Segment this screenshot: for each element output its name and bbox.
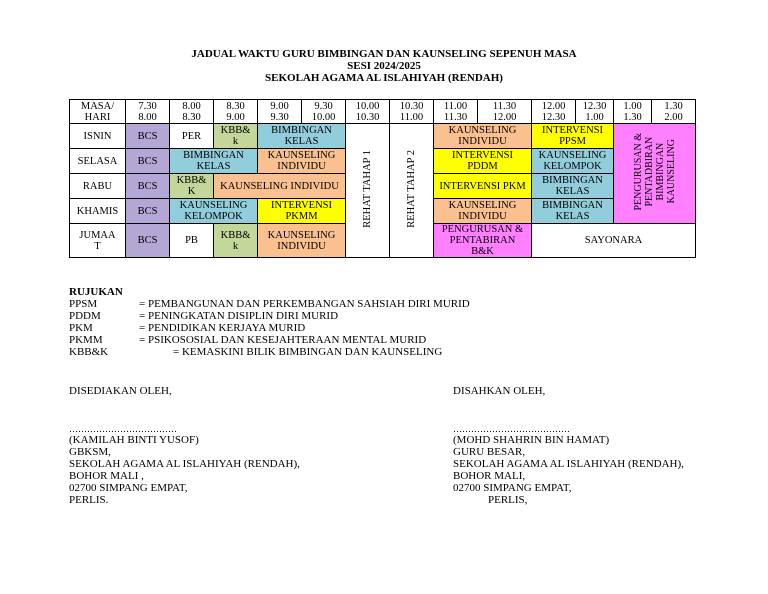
rujukan-def: = KEMASKINI BILIK BIMBINGAN DAN KAUNSELING [173, 346, 443, 358]
kaunseling-kelompok-cell: KAUNSELING KELOMPOK [532, 149, 614, 174]
approver-address: PERLIS, [488, 494, 528, 506]
preparer-address: 02700 SIMPANG EMPAT, [69, 482, 188, 494]
timetable [69, 99, 696, 258]
time-slot: 7.30 8.00 [126, 100, 170, 124]
time-slot: 8.30 9.00 [214, 100, 258, 124]
rujukan-abbr: PPSM [69, 298, 98, 310]
time-slot: 11.00 11.30 [434, 100, 478, 124]
sayonara-cell: SAYONARA [532, 224, 696, 258]
preparer-role: GBKSM, [69, 446, 111, 458]
kaunseling-individu-cell: KAUNSELING INDIVIDU [214, 174, 346, 199]
bcs-cell: BCS [126, 124, 170, 149]
time-slot: 1.00 1.30 [614, 100, 652, 124]
approved-by-heading: DISAHKAN OLEH, [453, 385, 546, 397]
kaunseling-individu-cell: KAUNSELING INDIVIDU [434, 124, 532, 149]
intervensi-pkm-cell: INTERVENSI PKM [434, 174, 532, 199]
row-isnin [70, 124, 696, 149]
preparer-address: PERLIS. [69, 494, 109, 506]
per-cell: PER [170, 124, 214, 149]
rujukan-title: RUJUKAN [69, 286, 123, 298]
school-title: SEKOLAH AGAMA AL ISLAHIYAH (RENDAH) [265, 72, 503, 84]
day-label: ISNIN [70, 124, 126, 149]
intervensi-ppsm-cell: INTERVENSI PPSM [532, 124, 614, 149]
rujukan-abbr: KBB&K [69, 346, 109, 358]
rujukan-abbr: PKM [69, 322, 93, 334]
bcs-cell: BCS [126, 174, 170, 199]
day-label: JUMAA T [70, 224, 126, 258]
time-slot: 9.00 9.30 [258, 100, 302, 124]
bimbingan-kelas-cell: BIMBINGAN KELAS [170, 149, 258, 174]
intervensi-pkmm-cell: INTERVENSI PKMM [258, 199, 346, 224]
time-slot: 8.00 8.30 [170, 100, 214, 124]
intervensi-pddm-cell: INTERVENSI PDDM [434, 149, 532, 174]
pengurusan-pentadbiran-cell: PENGURUSAN & PENTADBIRAN BIMBINGAN KAUNSELING [614, 124, 696, 224]
kbbk-cell: KBB& K [170, 174, 214, 199]
rujukan-abbr: PKMM [69, 334, 103, 346]
rehat-tahap-2: REHAT TAHAP 2 [390, 124, 434, 258]
pb-cell: PB [170, 224, 214, 258]
rujukan-def: = PENDIDIKAN KERJAYA MURID [139, 322, 306, 334]
preparer-name: (KAMILAH BINTI YUSOF) [69, 434, 199, 446]
approver-address: 02700 SIMPANG EMPAT, [453, 482, 572, 494]
day-label: SELASA [70, 149, 126, 174]
rehat-tahap-1: REHAT TAHAP 1 [346, 124, 390, 258]
time-slot: 1.30 2.00 [652, 100, 696, 124]
time-slot: 12.30 1.00 [576, 100, 614, 124]
bimbingan-kelas-cell: BIMBINGAN KELAS [532, 174, 614, 199]
rujukan-abbr: PDDM [69, 310, 101, 322]
session-title: SESI 2024/2025 [347, 60, 421, 72]
bimbingan-kelas-cell: BIMBINGAN KELAS [532, 199, 614, 224]
preparer-address: BOHOR MALI , [69, 470, 144, 482]
time-slot: 10.30 11.00 [390, 100, 434, 124]
signature-line: ……………………………… [69, 424, 177, 434]
time-slot: 10.00 10.30 [346, 100, 390, 124]
corner-header: MASA/ HARI [70, 100, 126, 124]
time-slot: 9.30 10.00 [302, 100, 346, 124]
kbbk-cell: KBB& k [214, 224, 258, 258]
approver-address: BOHOR MALI, [453, 470, 526, 482]
kaunseling-individu-cell: KAUNSELING INDIVIDU [258, 224, 346, 258]
time-header-row [70, 100, 696, 124]
kaunseling-kelompok-cell: KAUNSELING KELOMPOK [170, 199, 258, 224]
approver-school: SEKOLAH AGAMA AL ISLAHIYAH (RENDAH), [453, 458, 684, 470]
kaunseling-individu-cell: KAUNSELING INDIVIDU [258, 149, 346, 174]
bcs-cell: BCS [126, 224, 170, 258]
rujukan-def: = PENINGKATAN DISIPLIN DIRI MURID [139, 310, 339, 322]
approver-name: (MOHD SHAHRIN BIN HAMAT) [453, 434, 610, 446]
approver-role: GURU BESAR, [453, 446, 526, 458]
time-slot: 11.30 12.00 [478, 100, 532, 124]
day-label: RABU [70, 174, 126, 199]
kaunseling-individu-cell: KAUNSELING INDIVIDU [434, 199, 532, 224]
bcs-cell: BCS [126, 199, 170, 224]
day-label: KHAMIS [70, 199, 126, 224]
signature-line: ………………………………… [453, 424, 570, 434]
preparer-school: SEKOLAH AGAMA AL ISLAHIYAH (RENDAH), [69, 458, 300, 470]
pengurusan-pentabiran-cell: PENGURUSAN & PENTABIRAN B&K [434, 224, 532, 258]
doc-title: JADUAL WAKTU GURU BIMBINGAN DAN KAUNSELING SEPENUH MASA [191, 48, 577, 60]
bcs-cell: BCS [126, 149, 170, 174]
rujukan-def: = PEMBANGUNAN DAN PERKEMBANGAN SAHSIAH DIRI MURID [139, 298, 470, 310]
rujukan-def: = PSIKOSOSIAL DAN KESEJAHTERAAN MENTAL MURID [139, 334, 427, 346]
prepared-by-heading: DISEDIAKAN OLEH, [69, 385, 172, 397]
kbbk-cell: KBB& k [214, 124, 258, 149]
bimbingan-kelas-cell: BIMBINGAN KELAS [258, 124, 346, 149]
time-slot: 12.00 12.30 [532, 100, 576, 124]
